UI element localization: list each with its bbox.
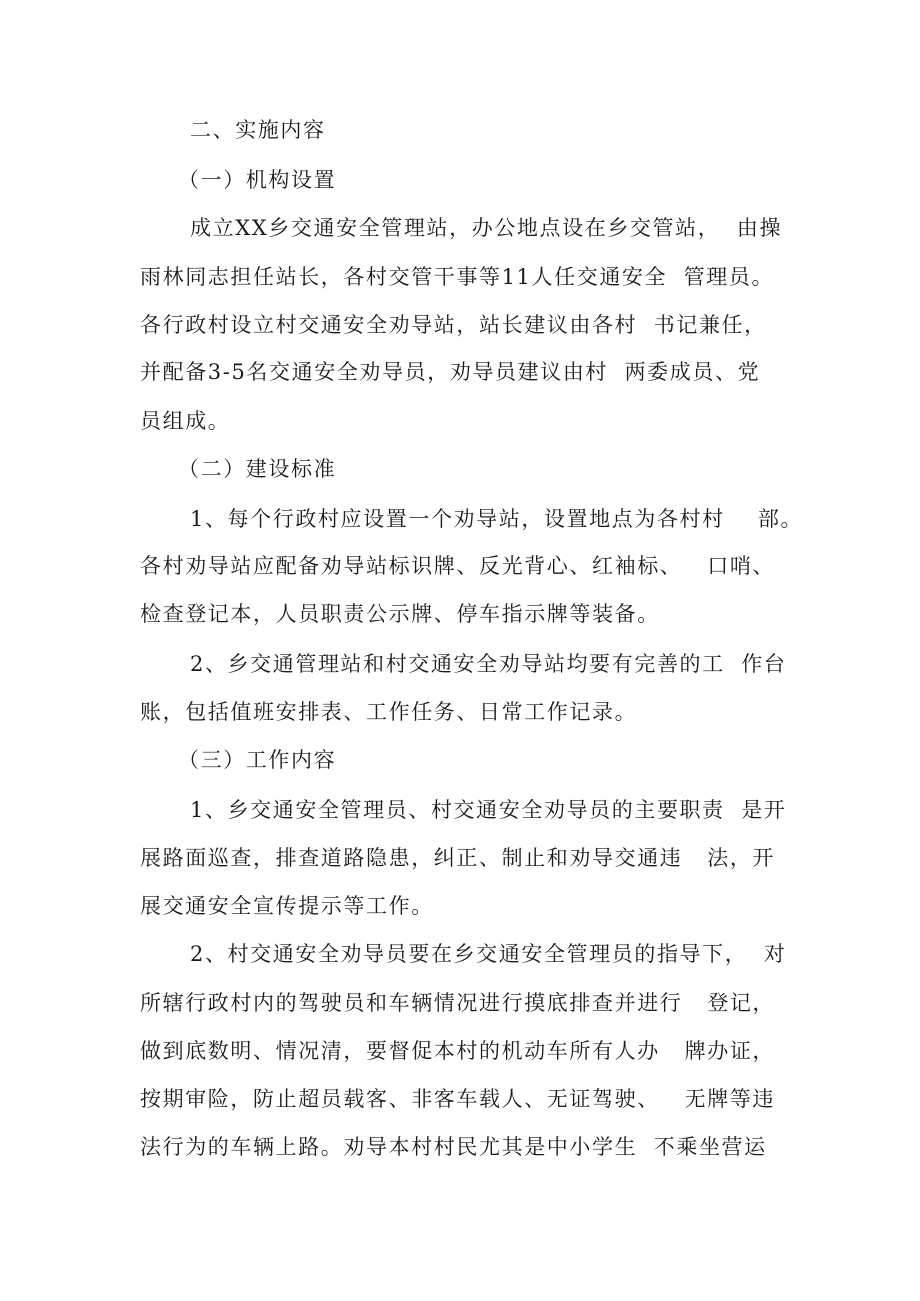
section-heading-organization: （一）机构设置 — [178, 168, 337, 192]
paragraph-line: 雨林同志担任站长，各村交管干事等11人任交通安全 管理员。 — [140, 265, 775, 289]
paragraph-line: 展交通安全宣传提示等工作。 — [140, 894, 434, 918]
paragraph-line: 做到底数明、情况清，要督促本村的机动车所有人办 牌办证， — [140, 1039, 776, 1063]
paragraph-line: 各村劝导站应配备劝导站标识牌、反光背心、红袖标、 口哨、 — [140, 554, 776, 578]
paragraph-line: 1、乡交通安全管理员、村交通安全劝导员的主要职责 是开 — [190, 798, 787, 822]
paragraph-line: 并配备3-5名交通安全劝导员，劝导员建议由村 两委成员、党 — [140, 360, 761, 384]
paragraph-line: 员组成。 — [140, 409, 231, 433]
paragraph-line: 检查登记本，人员职责公示牌、停车指示牌等装备。 — [140, 602, 660, 626]
paragraph-line: 1、每个行政村应设置一个劝导站，设置地点为各村村 部。 — [190, 507, 804, 531]
paragraph-line: 成立XX乡交通安全管理站，办公地点设在乡交管站， 由操 — [190, 216, 783, 240]
paragraph-line: 2、村交通安全劝导员要在乡交通安全管理员的指导下， 对 — [190, 942, 787, 966]
paragraph-line: 2、乡交通管理站和村交通安全劝导站均要有完善的工 作台 — [190, 652, 787, 676]
section-heading-work: （三）工作内容 — [178, 748, 337, 772]
paragraph-line: 账，包括值班安排表、工作任务、日常工作记录。 — [140, 700, 638, 724]
paragraph-line: 各行政村设立村交通安全劝导站，站长建议由各村 书记兼任， — [140, 313, 767, 337]
paragraph-line: 按期审险，防止超员载客、非客车载人、无证驾驶、 无牌等违 — [140, 1087, 776, 1111]
paragraph-line: 法行为的车辆上路。劝导本村村民尤其是中小学生 不乘坐营运 — [140, 1135, 767, 1159]
paragraph-line: 展路面巡查，排查道路隐患，纠正、制止和劝导交通违 法，开 — [140, 846, 776, 870]
main-heading: 二、实施内容 — [190, 118, 326, 142]
section-heading-standards: （二）建设标准 — [178, 457, 337, 481]
paragraph-line: 所辖行政村内的驾驶员和车辆情况进行摸底排查并进行 登记， — [140, 991, 776, 1015]
